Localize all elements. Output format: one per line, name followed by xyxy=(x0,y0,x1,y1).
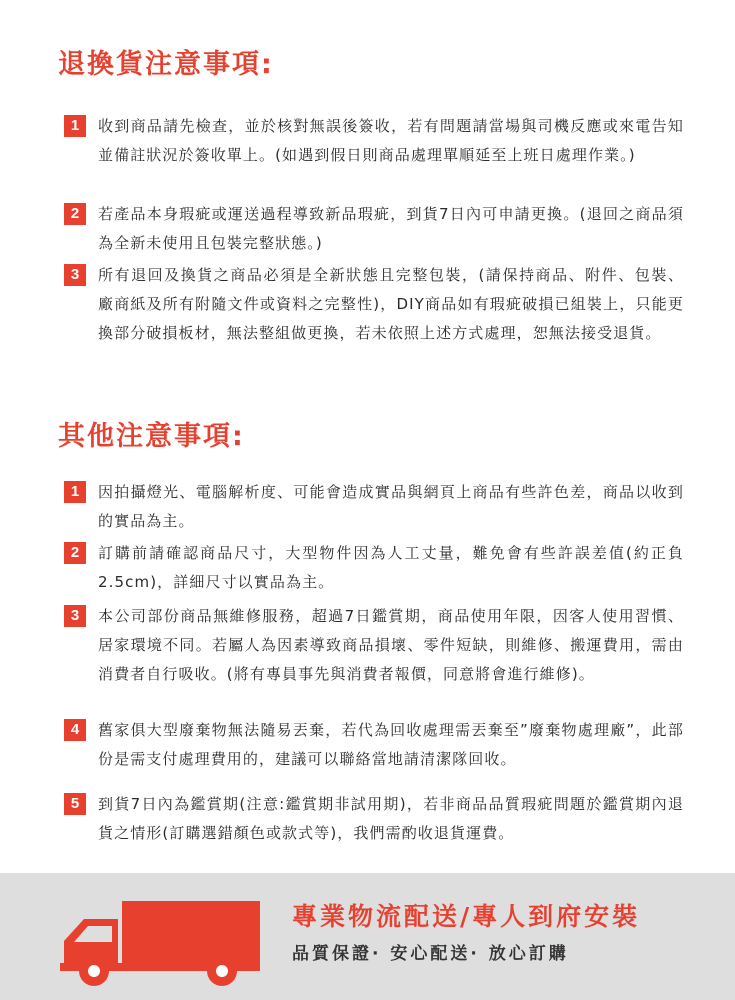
item-text: 訂購前請確認商品尺寸，大型物件因為人工丈量，難免會有些許誤差值(約正負2.5cm)，詳細尺寸以實品為主。 xyxy=(98,544,684,591)
item-text: 因拍攝燈光、電腦解析度、可能會造成實品與網頁上商品有些許色差，商品以收到的實品為主。 xyxy=(98,483,684,530)
banner-tagline: 品質保證· 安心配送· 放心訂購 xyxy=(292,944,569,964)
item-text: 本公司部份商品無維修服務，超過7日鑑賞期，商品使用年限，因客人使用習慣、居家環境不同。若屬人為因素導致商品損壞、零件短缺，則維修、搬運費用，需由消費者自行吸收。(將有專員事先與消費者報價，同意將會進行維修)。 xyxy=(98,607,684,683)
item-text: 所有退回及換貨之商品必須是全新狀態且完整包裝，(請保持商品、附件、包裝、廠商紙及所有附隨文件或資料之完整性)，DIY商品如有瑕疵破損已組裝上，只能更換部分破損板材，無法整組做更換，若未依照上述方式處理，恕無法接受退貨。 xyxy=(98,266,684,342)
item-number-badge: 1 xyxy=(64,481,86,503)
item-number-badge: 2 xyxy=(64,203,86,225)
item-text: 到貨7日內為鑑賞期(注意:鑑賞期非試用期)，若非商品品質瑕疵問題於鑑賞期內退貨之情形(訂購選錯顏色或款式等)，我們需酌收退貨運費。 xyxy=(98,795,684,842)
item-text: 收到商品請先檢查，並於核對無誤後簽收，若有問題請當場與司機反應或來電告知並備註狀況於簽收單上。(如遇到假日則商品處理單順延至上班日處理作業。) xyxy=(98,117,684,164)
item-number-badge: 5 xyxy=(64,793,86,815)
item-text: 舊家俱大型廢棄物無法隨易丟棄，若代為回收處理需丟棄至”廢棄物處理廠”，此部份是需支付處理費用的，建議可以聯絡當地請清潔隊回收。 xyxy=(98,721,684,768)
other-notes-title: 其他注意事項: xyxy=(58,421,245,452)
return-policy-title: 退換貨注意事項: xyxy=(58,49,274,80)
item-text: 若產品本身瑕疵或運送過程導致新品瑕疵，到貨7日內可申請更換。(退回之商品須為全新未使用且包裝完整狀態。) xyxy=(98,205,684,252)
delivery-truck-icon xyxy=(58,899,262,987)
item-number-badge: 3 xyxy=(64,264,86,286)
item-number-badge: 4 xyxy=(64,719,86,741)
banner-headline: 專業物流配送/專人到府安裝 xyxy=(292,902,641,931)
delivery-banner xyxy=(0,873,735,1000)
item-number-badge: 3 xyxy=(64,605,86,627)
item-number-badge: 2 xyxy=(64,542,86,564)
item-number-badge: 1 xyxy=(64,115,86,137)
